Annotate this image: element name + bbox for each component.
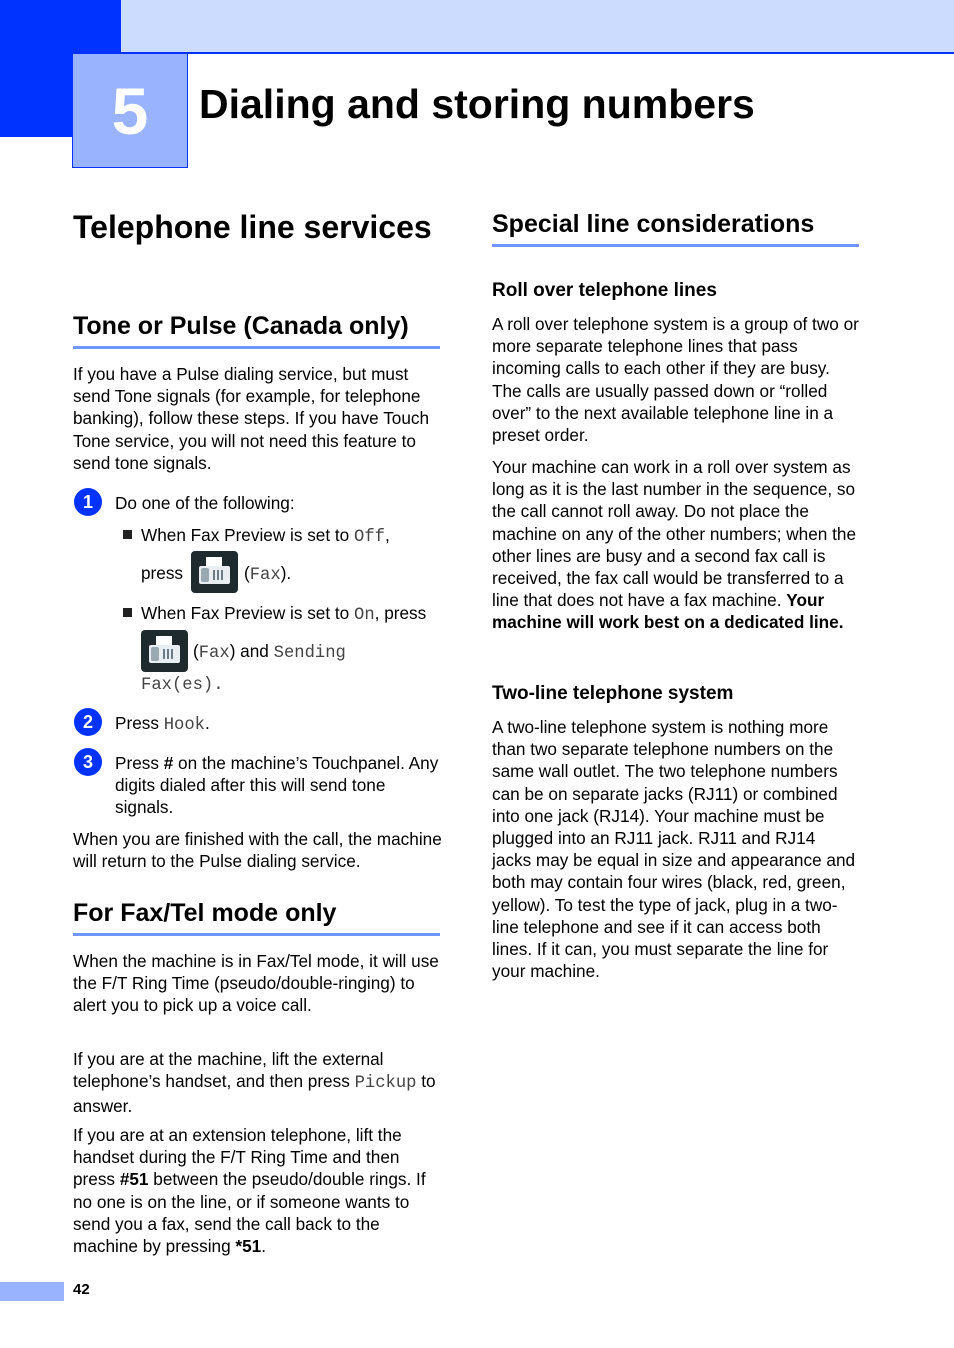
p2-post: to answer. — [73, 1071, 436, 1117]
step-3-text — [115, 752, 440, 819]
twoline-paragraph: A two-line telephone system is nothing more than two separate telephone numbers on the same wall outlet. The two telephone numbers can be on separate jacks (RJ11) or combined into one jack (RJ14). Your machine must be plugged into an RJ11 jack. RJ11 and RJ14 jacks may be equal in size and appearance and both may contain four wires (black, red, green, yellow). To test the type of jack, plug in a two-line telephone and see if it can access both lines. If it can, you must separate the line for your machine. — [492, 717, 856, 982]
chapter-title: Dialing and storing numbers — [199, 81, 755, 127]
p3-end: . — [261, 1236, 267, 1257]
bullet-text-end: , press — [374, 603, 427, 623]
fax-keys-shape — [163, 649, 175, 659]
code-star-51: *51 — [235, 1236, 262, 1257]
p2-pre: Your machine can work in a roll over system as long as it is the last number in the sequence, so the call cannot roll away. Do not place the machine on any of the other numbers; when the other lines are busy and a second fax call is received, the fax call would be transferred to a line that does not have a fax machine. — [492, 457, 857, 611]
sending-text: Sending — [273, 644, 346, 663]
period: . — [213, 676, 224, 695]
heading-rule — [492, 244, 859, 247]
pickup-key: Pickup — [354, 1074, 417, 1094]
page-number: 42 — [73, 1281, 90, 1298]
p2-pre: If you are at the machine, lift the external telephone’s handset, and then press — [73, 1049, 384, 1092]
bullet-text: When Fax Preview is set to — [141, 603, 355, 623]
heading-two-line: Two-line telephone system — [492, 683, 734, 704]
fax-keys-shape — [213, 570, 225, 580]
fax-icon — [191, 551, 238, 593]
bullet-fax-preview-on — [141, 602, 426, 627]
step-2-post: . — [204, 713, 210, 733]
faxtel-paragraph-2 — [73, 1048, 440, 1118]
value-off: Off — [354, 528, 385, 547]
section-title-telephone-line-services: Telephone line services — [73, 209, 432, 245]
fax-key-name: Fax — [198, 644, 230, 663]
paren-open: ( — [193, 641, 199, 661]
step-3-post: on the machine’s Touchpanel. Any digits dialed after this will send tone signals. — [115, 753, 439, 818]
rollover-paragraph-2 — [492, 456, 859, 634]
step-1-text: Do one of the following: — [115, 493, 295, 513]
heading-roll-over: Roll over telephone lines — [492, 280, 717, 301]
press-label: press — [141, 563, 184, 583]
code-51: #51 — [119, 1169, 149, 1190]
header-band — [121, 0, 954, 52]
value-on: On — [354, 606, 375, 625]
fax-and-sending-label — [193, 640, 346, 665]
heading-tone-or-pulse: Tone or Pulse (Canada only) — [73, 312, 409, 340]
faxes-label — [141, 672, 224, 697]
bullet-square — [123, 608, 132, 617]
hash-key: # — [163, 753, 174, 773]
p2-emphasis: Your machine will work best on a dedicated line. — [492, 590, 844, 633]
step-2-text — [115, 712, 210, 737]
step-1-icon: 1 — [74, 488, 102, 516]
step-2-pre: Press — [115, 713, 164, 733]
bullet-fax-preview-off — [141, 524, 390, 549]
chapter-number-box: 5 — [72, 53, 188, 168]
rollover-paragraph-1: A roll over telephone system is a group of two or more separate telephone lines that pass incoming calls to each other if they are busy. The calls are usually passed down or “rolled over” to the next available telephone line in a preset order. — [492, 314, 859, 446]
heading-fax-tel-mode: For Fax/Tel mode only — [73, 899, 337, 927]
heading-special-line-considerations: Special line considerations — [492, 210, 815, 238]
footer-bar — [0, 1282, 64, 1301]
step-2-icon: 2 — [74, 708, 102, 736]
fax-icon — [141, 630, 188, 672]
heading-rule — [73, 933, 440, 936]
fax-handset-shape — [151, 647, 159, 661]
p3-pre: If you are at an extension telephone, lift the handset during the F/T Ring Time and then press — [73, 1125, 402, 1190]
tone-intro-paragraph: If you have a Pulse dialing service, but must send Tone signals (for example, for telephone banking), follow these steps. If you have Touch Tone service, you will not need this feature to send tone signals. — [73, 364, 430, 473]
hook-key: Hook — [163, 716, 205, 735]
bullet-square — [123, 530, 132, 539]
fax-key-name: Fax — [249, 566, 281, 585]
header-rule — [121, 52, 954, 54]
fax-handset-shape — [201, 568, 209, 582]
heading-rule — [73, 346, 440, 349]
and-text: ) and — [229, 641, 274, 661]
bullet-text-end: , — [384, 525, 390, 545]
paren-open: ( — [244, 563, 250, 583]
step-3-icon: 3 — [74, 748, 102, 776]
paren-close: ). — [280, 563, 292, 583]
step-3-pre: Press — [115, 753, 164, 773]
fax-key-label — [244, 562, 291, 587]
faxtel-paragraph-1: When the machine is in Fax/Tel mode, it will use the F/T Ring Time (pseudo/double-ringing) to alert you to pick up a voice call. — [73, 951, 439, 1016]
p3-mid: between the pseudo/double rings. If no one is on the line, or if someone wants to send you a fax, send the call back to the machine by pressing — [73, 1169, 426, 1257]
faxtel-paragraph-3 — [73, 1124, 443, 1257]
faxes-text: Fax(es) — [141, 676, 214, 695]
tone-closing-paragraph: When you are finished with the call, the machine will return to the Pulse dialing service. — [73, 829, 442, 872]
bullet-text: When Fax Preview is set to — [141, 525, 355, 545]
